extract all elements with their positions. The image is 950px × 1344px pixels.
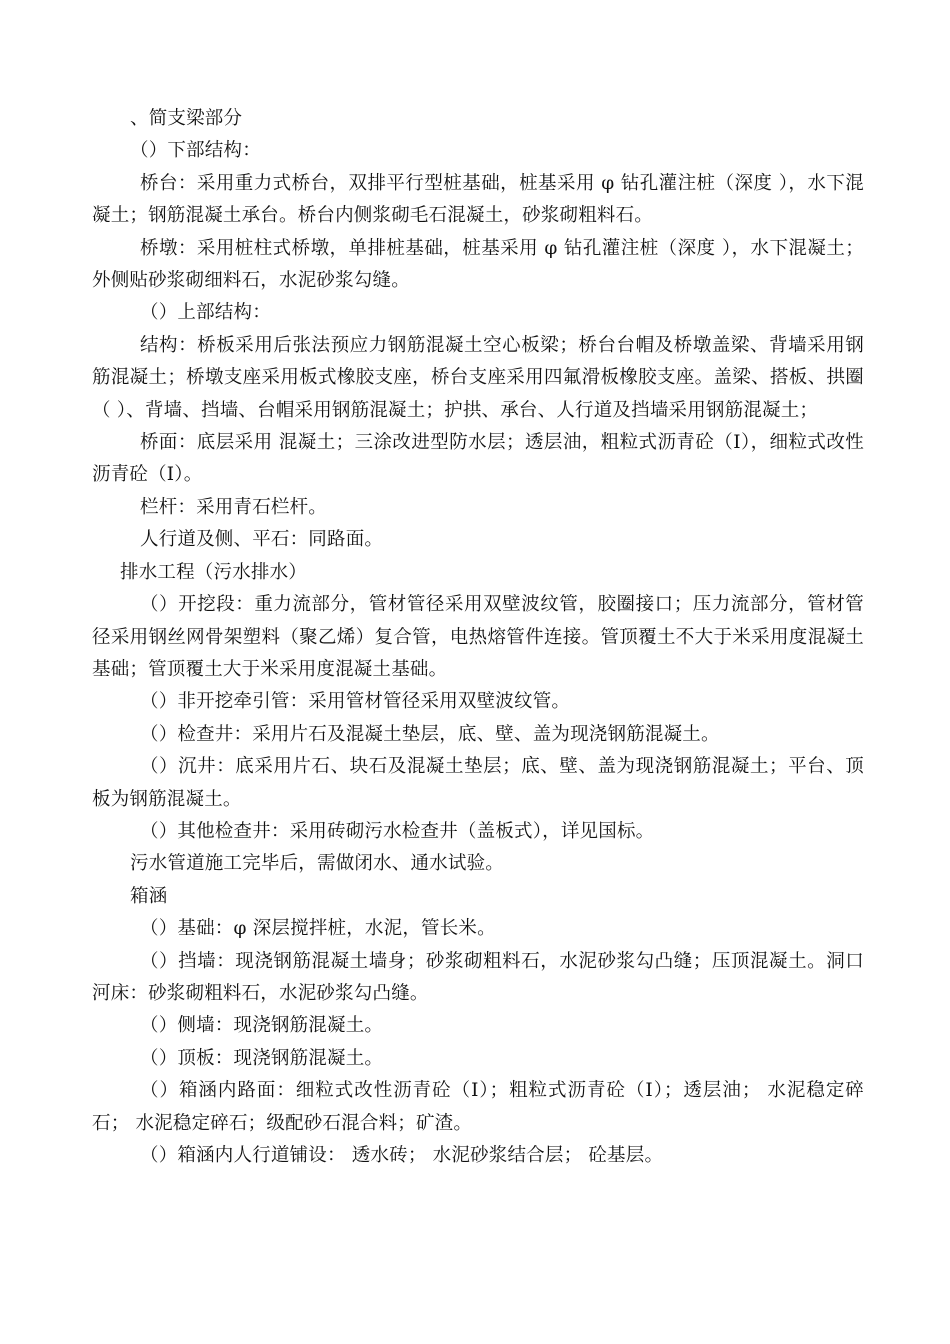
- paragraph-top-slab: （）顶板：现浇钢筋混凝土。: [140, 1047, 384, 1069]
- paragraph-abutment: 桥台：采用重力式桥台，双排平行型桩基础，桩基采用 φ 钻孔灌注桩（深度 ），水下混凝土；钢筋混凝土承台。桥台内侧浆砌毛石混凝土，砂浆砌粗料石。: [92, 172, 864, 227]
- paragraph-sidewalk: 人行道及侧、平石：同路面。: [140, 529, 384, 551]
- paragraph-foundation: （）基础：φ 深层搅拌桩，水泥，管长米。: [140, 918, 496, 940]
- paragraph-side-wall: （）侧墙：现浇钢筋混凝土。: [140, 1015, 384, 1037]
- section-heading-simply-supported-beam: 、简支梁部分: [130, 108, 243, 129]
- paragraph-deck: 桥面：底层采用 混凝土；三涂改进型防水层；透层油，粗粒式沥青砼（Ⅰ），细粒式改性沥青砼（Ⅰ）。: [92, 432, 864, 486]
- paragraph-excavation: （）开挖段：重力流部分，管材管径采用双壁波纹管，胶圈接口；压力流部分，管材管径采用钢丝网骨架塑料（聚乙烯）复合管，电热熔管件连接。管顶覆土不大于米采用度混凝土基础；管顶覆土大于米采用度混凝土基础。: [92, 594, 864, 680]
- document-body: [92, 103, 864, 1172]
- paragraph-trenchless: （）非开挖牵引管：采用管材管径采用双壁波纹管。: [140, 691, 571, 713]
- paragraph-culvert-sidewalk: （）箱涵内人行道铺设： 透水砖； 水泥砂浆结合层； 砼基层。: [140, 1145, 664, 1166]
- paragraph-structure: 结构：桥板采用后张法预应力钢筋混凝土空心板梁；桥台台帽及桥墩盖梁、背墙采用钢筋混凝土；桥墩支座采用板式橡胶支座，桥台支座采用四氟滑板橡胶支座。盖梁、搭板、拱圈（ ）、背墙、挡墙、台帽采用钢筋混凝土；护拱、承台、人行道及挡墙采用钢筋混凝土；: [92, 334, 864, 421]
- paragraph-pier: 桥墩：采用桩柱式桥墩，单排桩基础，桩基采用 φ 钻孔灌注桩（深度 ），水下混凝土；外侧贴砂浆砌细料石，水泥砂浆勾缝。: [92, 237, 864, 292]
- subheading-superstructure: （）上部结构：: [140, 302, 271, 324]
- paragraph-railing: 栏杆：采用青石栏杆。: [140, 496, 328, 518]
- paragraph-other-wells: （）其他检查井：采用砖砌污水检查井（盖板式），详见国标。: [140, 820, 655, 842]
- paragraph-culvert-road: （）箱涵内路面：细粒式改性沥青砼（Ⅰ）；粗粒式沥青砼（Ⅰ）；透层油； 水泥稳定碎石； 水泥稳定碎石；级配砂石混合料；矿渣。: [92, 1080, 864, 1134]
- subheading-substructure: （）下部结构：: [130, 140, 261, 162]
- section-heading-drainage: 排水工程（污水排水）: [120, 561, 308, 583]
- paragraph-inspection-well: （）检查井：采用片石及混凝土垫层，底、壁、盖为现浇钢筋混凝土。: [140, 723, 720, 745]
- section-heading-box-culvert: 箱涵: [130, 885, 168, 907]
- paragraph-retaining-wall: （）挡墙：现浇钢筋混凝土墙身；砂浆砌粗料石，水泥砂浆勾凸缝；压顶混凝土。洞口河床：砂浆砌粗料石，水泥砂浆勾凸缝。: [92, 950, 864, 1004]
- paragraph-sewer-test: 污水管道施工完毕后，需做闭水、通水试验。: [130, 853, 505, 875]
- paragraph-caisson: （）沉井：底采用片石、块石及混凝土垫层；底、壁、盖为现浇钢筋混凝土；平台、顶板为钢筋混凝土。: [92, 756, 864, 810]
